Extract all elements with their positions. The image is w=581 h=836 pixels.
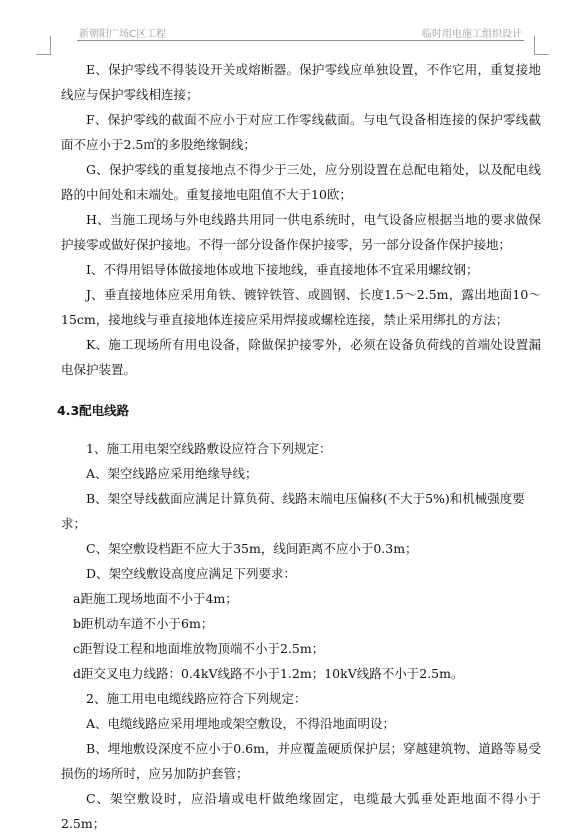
overhead-rule-d: D、架空线敷设高度应满足下列要求：	[86, 566, 297, 581]
paragraph-h: H、当施工现场与外电线路共用同一供电系统时，电气设备应根据当地的要求做保护接零或做好保护接地。不得一部分设备作保护接零，另一部分设备作保护接地；	[61, 212, 541, 252]
paragraph-j: J、垂直接地体应采用角铁、镀锌铁管、或圆钢、长度1.5～2.5m，露出地面10～15cm，接地线与垂直接地体连接应采用焊接或螺栓连接，禁止采用绑扎的方法；	[61, 287, 541, 327]
crop-mark-top-right	[534, 36, 549, 55]
paragraph-e: E、保护零线不得装设开关或熔断器。保护零线应单独设置，不作它用，重复接地线应与保护零线相连接；	[61, 62, 541, 102]
height-rule-a: a距施工现场地面不小于4m；	[73, 591, 238, 606]
overhead-line-rules-heading: 1、施工用电架空线路敷设应符合下列规定：	[86, 441, 332, 456]
crop-mark-top-left	[36, 36, 51, 55]
height-rule-b: b距机动车道不小于6m；	[73, 616, 214, 631]
cable-rule-b: B、埋地敷设深度不应小于0.6m，并应覆盖硬质保护层；穿越建筑物、道路等易受损伤的场所时，应另加防护套管；	[61, 741, 541, 781]
paragraph-g: G、保护零线的重复接地点不得少于三处，应分别设置在总配电箱处，以及配电线路的中间处和末端处。重复接地电阻值不大于10欧；	[61, 162, 541, 202]
cable-line-rules-heading: 2、施工用电电缆线路应符合下列规定：	[86, 691, 307, 706]
cable-rule-a: A、电缆线路应采用埋地或架空敷设，不得沿地面明设；	[86, 716, 396, 731]
cable-rule-c: C、架空敷设时，应沿墙或电杆做绝缘固定，电缆最大弧垂处距地面不得小于2.5m；	[61, 791, 541, 831]
paragraph-i: I、不得用铝导体做接地体或地下接地线，垂直接地体不宜采用螺纹钢；	[86, 262, 479, 277]
overhead-rule-c: C、架空敷设档距不应大于35m，线间距离不应小于0.3m；	[86, 541, 418, 556]
section-heading: 4.3配电线路	[57, 403, 130, 418]
height-rule-d: d距交叉电力线路：0.4kV线路不小于1.2m；10kV线路不小于2.5m。	[73, 666, 464, 681]
paragraph-f: F、保护零线的截面不应小于对应工作零线截面。与电气设备相连接的保护零线截面不应小于2.5㎡的多股绝缘铜线；	[61, 112, 541, 152]
height-rule-c: c距暂设工程和地面堆放物顶端不小于2.5m；	[73, 641, 325, 656]
overhead-rule-a: A、架空线路应采用绝缘导线；	[86, 466, 258, 481]
overhead-rule-b: B、架空导线截面应满足计算负荷、线路末端电压偏移(不大于5%)和机械强度要求；	[61, 491, 525, 531]
paragraph-k: K、施工现场所有用电设备，除做保护接零外，必须在设备负荷线的首端处设置漏电保护装置。	[61, 337, 541, 377]
header-project-name: 新朝阳广场C区工程	[79, 29, 166, 40]
header-document-title: 临时用电施工组织设计	[422, 29, 522, 40]
document-body	[57, 57, 541, 836]
page-header	[77, 22, 524, 41]
